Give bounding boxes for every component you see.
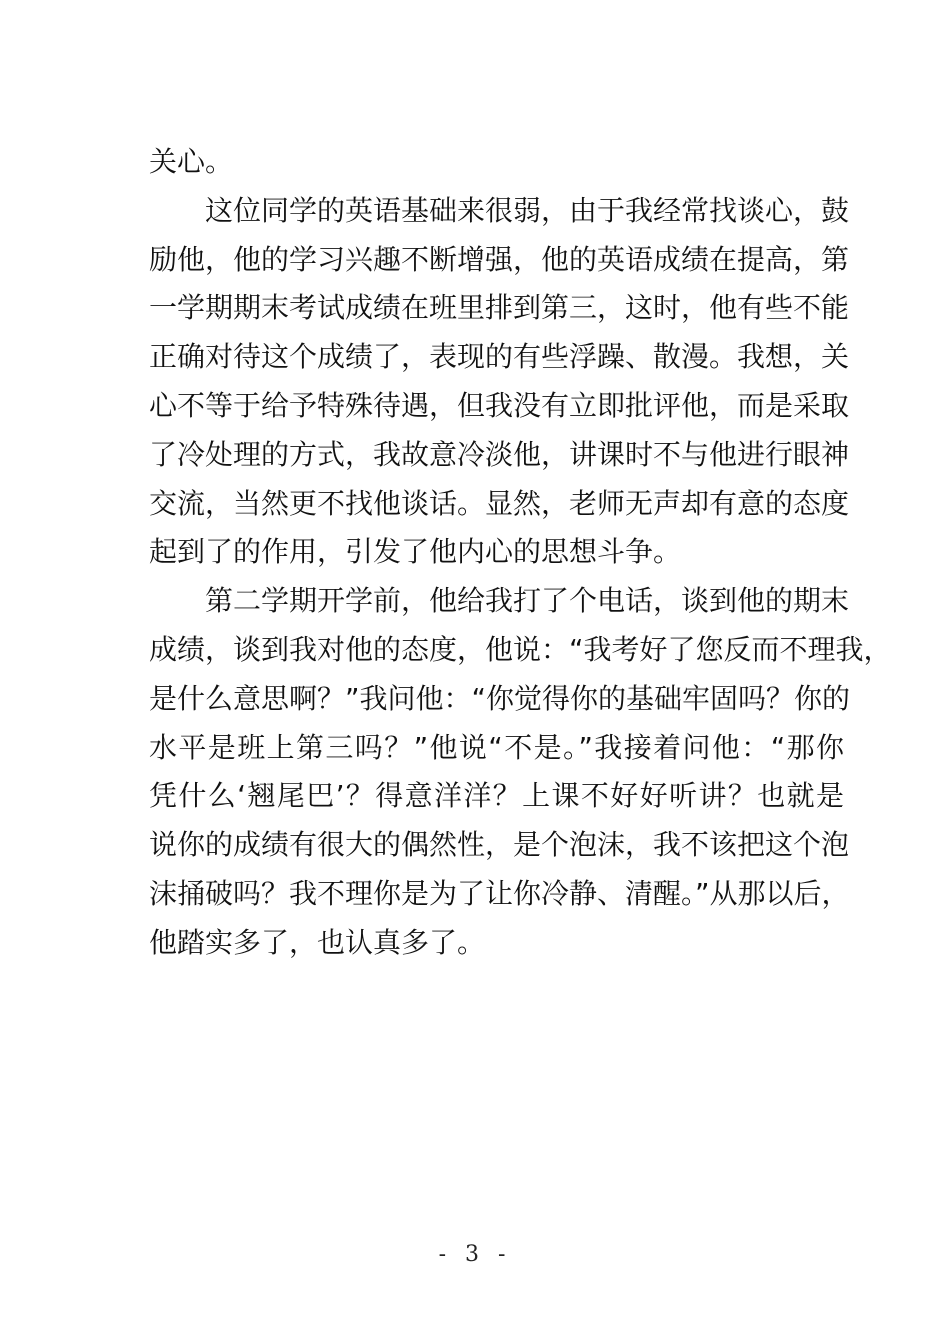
text-line: 沫捅破吗？我不理你是为了让你冷静、清醒。”从那以后， — [149, 876, 850, 910]
text-line: 他踏实多了，也认真多了。 — [149, 925, 486, 959]
text-line: 是什么意思啊？”我问他：“你觉得你的基础牢固吗？你的 — [149, 681, 851, 715]
text-line: 一学期期末考试成绩在班里排到第三，这时，他有些不能 — [149, 291, 850, 325]
text-line: 说你的成绩有很大的偶然性，是个泡沫，我不该把这个泡 — [149, 828, 850, 862]
paragraph-start-line: 这位同学的英语基础来很弱，由于我经常找谈心，鼓 — [205, 193, 850, 227]
text-line: 励他，他的学习兴趣不断增强，他的英语成绩在提高，第 — [149, 242, 850, 276]
text-line: 关心。 — [149, 145, 234, 178]
text-line: 凭什么‘翘尾巴’？得意洋洋？上课不好好听讲？也就是 — [149, 779, 844, 813]
text-line: 了冷处理的方式，我故意冷淡他，讲课时不与他进行眼神 — [149, 437, 850, 471]
body-text — [149, 138, 892, 968]
text-line: 交流，当然更不找他谈话。显然，老师无声却有意的态度 — [149, 486, 850, 520]
text-line: 成绩，谈到我对他的态度，他说：“我考好了您反而不理我， — [149, 632, 892, 666]
text-line: 起到了的作用，引发了他内心的思想斗争。 — [149, 535, 682, 569]
text-line: 心不等于给予特殊待遇，但我没有立即批评他，而是采取 — [149, 388, 850, 422]
text-line: 水平是班上第三吗？”他说“不是。”我接着问他：“那你 — [149, 730, 844, 764]
page-number: - 3 - — [438, 1242, 512, 1267]
text-line: 正确对待这个成绩了，表现的有些浮躁、散漫。我想，关 — [149, 340, 850, 374]
paragraph-start-line: 第二学期开学前，他给我打了个电话，谈到他的期末 — [205, 584, 850, 618]
